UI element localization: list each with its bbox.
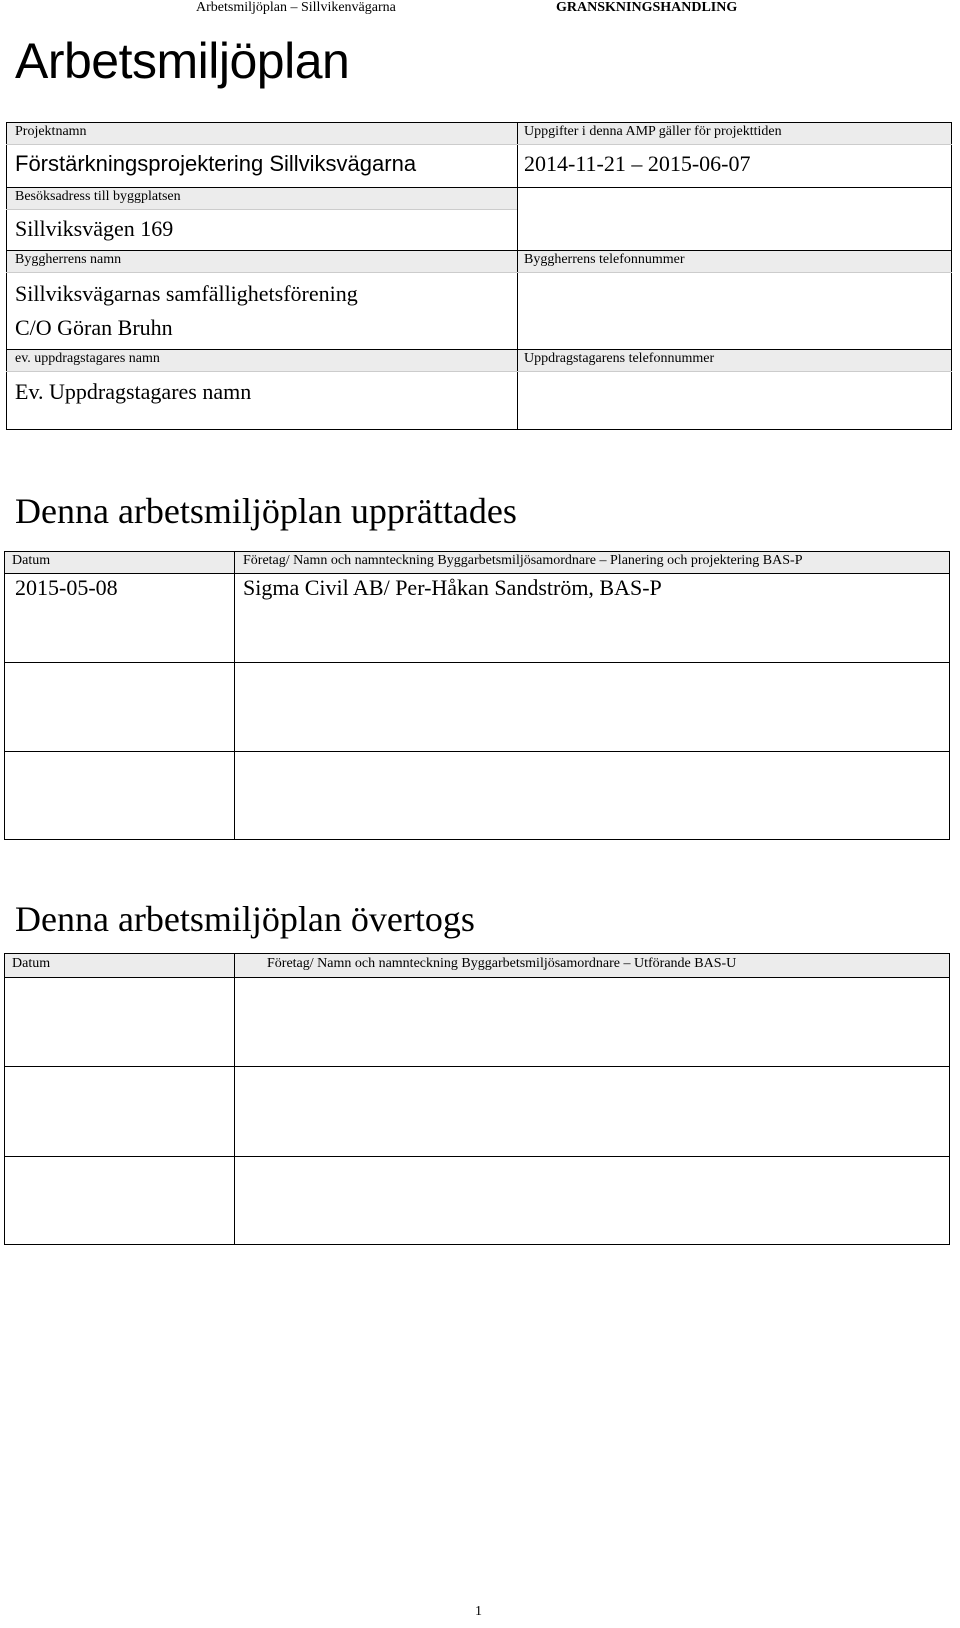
besoksadress-label: Besöksadress till byggplatsen <box>15 189 181 204</box>
running-header-left: Arbetsmiljöplan – Sillvikenvägarna <box>196 0 396 15</box>
upprattades-row-1-foretag: Sigma Civil AB/ Per-Håkan Sandström, BAS-P <box>243 575 662 600</box>
overtogs-datum-header: Datum <box>12 956 51 971</box>
projektnamn-value: Förstärkningsprojektering Sillviksvägarna <box>15 151 417 176</box>
uppdragstagare-namn-value: Ev. Uppdragstagares namn <box>15 379 252 404</box>
section-title-overtogs: Denna arbetsmiljöplan övertogs <box>15 899 475 939</box>
upprattades-foretag-header: Företag/ Namn och namnteckning Byggarbetsmiljösamordnare – Planering och projektering BAS-P <box>243 553 803 568</box>
byggherre-telefon-label: Byggherrens telefonnummer <box>524 252 685 267</box>
upprattades-datum-header: Datum <box>12 553 51 568</box>
overtogs-foretag-header: Företag/ Namn och namnteckning Byggarbetsmiljösamordnare – Utförande BAS-U <box>267 956 737 971</box>
uppdragstagare-telefon-label: Uppdragstagarens telefonnummer <box>524 351 715 366</box>
projekttid-value: 2014-11-21 – 2015-06-07 <box>524 151 751 176</box>
byggherre-namn-value-line2: C/O Göran Bruhn <box>15 315 173 340</box>
running-header-right: GRANSKNINGSHANDLING <box>556 0 738 15</box>
page-number: 1 <box>475 1604 482 1619</box>
projekttid-label: Uppgifter i denna AMP gäller för projekttiden <box>524 124 782 139</box>
byggherre-namn-label: Byggherrens namn <box>15 252 122 267</box>
besoksadress-value: Sillviksvägen 169 <box>15 216 174 241</box>
byggherre-namn-value-line1: Sillviksvägarnas samfällighetsförening <box>15 281 358 306</box>
projektnamn-label: Projektnamn <box>15 124 87 139</box>
uppdragstagare-namn-label: ev. uppdragstagares namn <box>15 351 160 366</box>
section-title-upprattades: Denna arbetsmiljöplan upprättades <box>15 491 517 531</box>
document-title: Arbetsmiljöplan <box>15 33 350 89</box>
upprattades-row-1-datum: 2015-05-08 <box>15 575 118 600</box>
